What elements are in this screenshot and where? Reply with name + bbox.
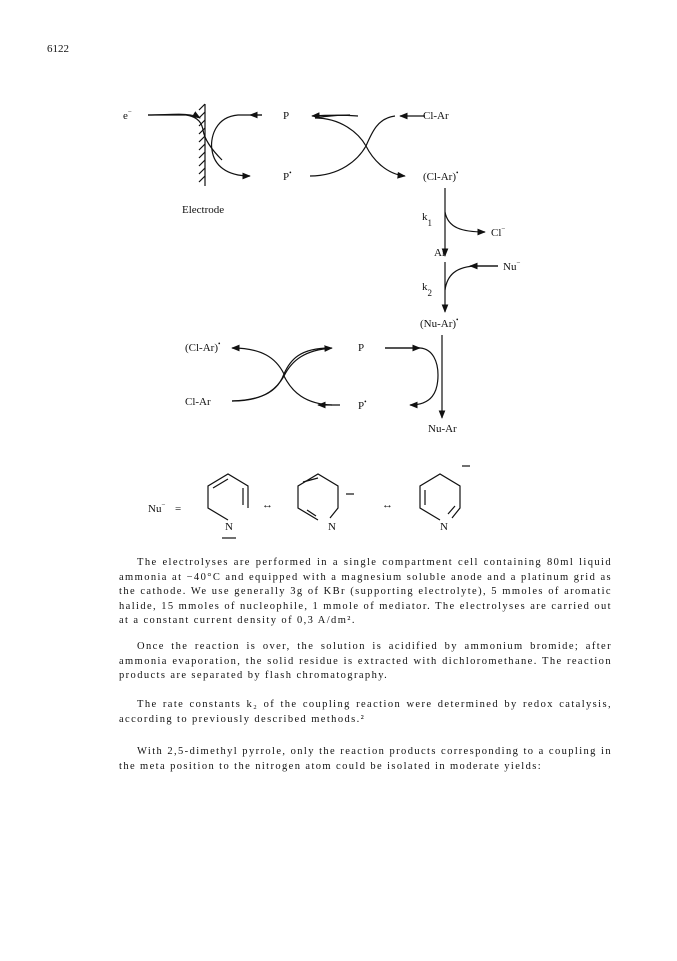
nu-equals: = <box>175 503 182 515</box>
paragraph-rate-constants: The rate constants k₂ of the coupling reaction were determined by redox catalysis, according to previously described methods.² <box>119 699 612 725</box>
mediator-radical-bottom: P• <box>358 398 367 412</box>
product-radical-anion: (Nu-Ar)• <box>420 316 459 330</box>
paragraph-electrolysis-setup: The electrolyses are performed in a single compartment cell containing 80ml liquid ammonia at −40°C and equipped with a magnesium soluble anode and a platinum grid as the cathode. We use generally 3g of KBr (supporting electrolyte), 5 mmoles of aromatic halide, 15 mmoles of nucleophile, 1 mmole of mediator. The electrolyses are carried out at a constant current density of 0,3 A/dm². <box>119 557 612 626</box>
mediator-p-top: P <box>283 110 290 122</box>
electrode <box>199 104 205 186</box>
radical-anion-bottom: (Cl-Ar)• <box>185 340 221 354</box>
pyridyl-anion-3 <box>420 466 470 520</box>
nu-label: Nu− <box>148 501 166 515</box>
pyridyl-anion-2 <box>298 474 354 520</box>
aryl-radical: Ar• <box>434 246 449 259</box>
substrate-top: Cl-Ar <box>423 110 449 122</box>
mediator-radical-top: P• <box>283 169 292 183</box>
mediator-p-bottom: P <box>358 342 365 354</box>
nitrogen-1: N <box>225 521 233 533</box>
nitrogen-2: N <box>328 521 336 533</box>
chloride-label: Cl− <box>491 225 506 239</box>
page-number: 6122 <box>47 43 69 55</box>
electron-label: e− <box>123 108 132 122</box>
k2-label: $k_2$ <box>422 281 432 298</box>
nucleophile-label: Nu− <box>503 259 521 273</box>
paragraph-pyrrole-result: With 2,5-dimethyl pyrrole, only the reaction products corresponding to a coupling in the meta position to the nitrogen atom could be isolated in moderate yields: <box>119 746 612 772</box>
k1-label: $k_1$ <box>422 211 432 228</box>
electrode-label: Electrode <box>182 204 225 216</box>
paragraph-workup: Once the reaction is over, the solution is acidified by ammonium bromide; after ammonia evaporation, the solid residue is extracted with dichloromethane. The reaction products are separated by flash chromatography. <box>119 641 612 681</box>
nitrogen-3: N <box>440 521 448 533</box>
product-label: Nu-Ar <box>428 423 457 435</box>
resonance-arrow-1: ↔ <box>262 499 273 511</box>
substrate-bottom: Cl-Ar <box>185 396 211 408</box>
electron-arrow <box>148 115 222 160</box>
radical-anion-top: (Cl-Ar)• <box>423 169 459 183</box>
resonance-arrow-2: ↔ <box>382 499 393 511</box>
